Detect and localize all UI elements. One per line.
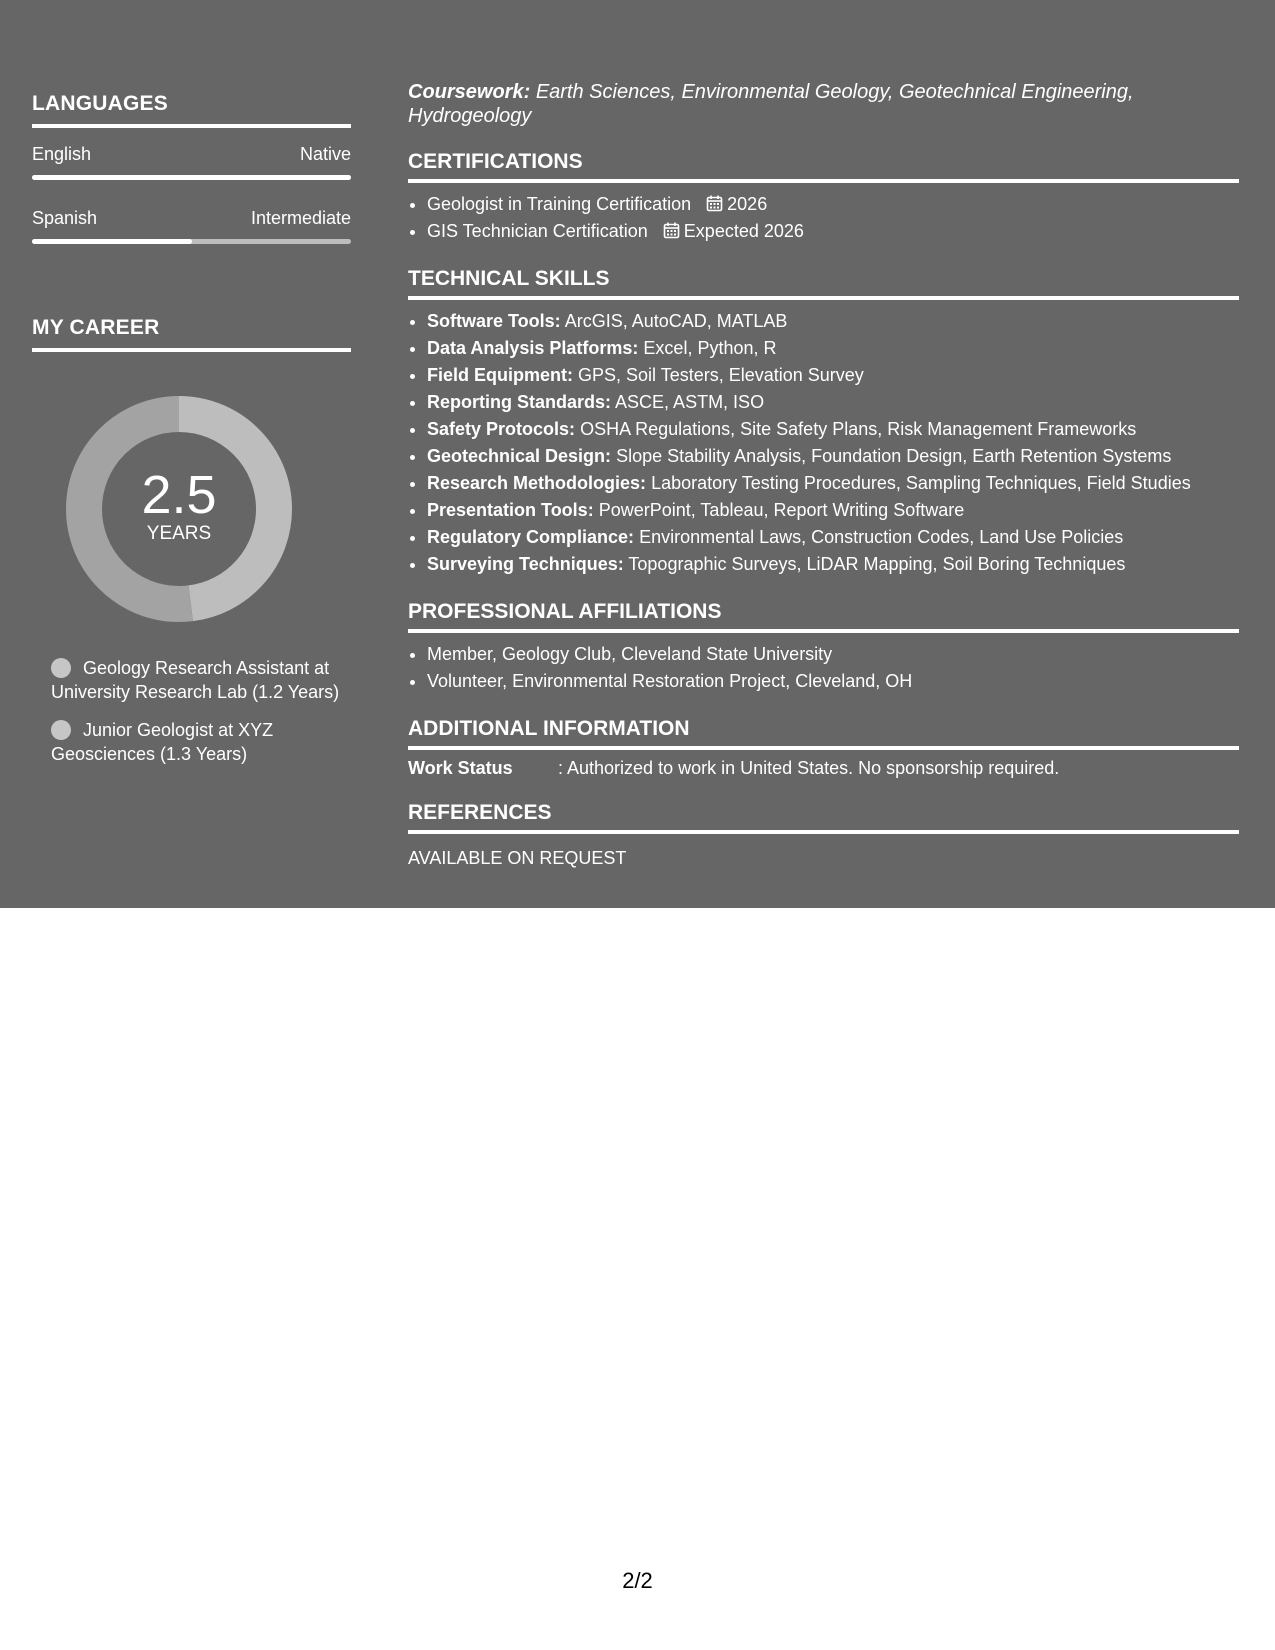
skill-label: Software Tools: (427, 311, 561, 331)
affiliations-heading: PROFESSIONAL AFFILIATIONS (408, 600, 1239, 633)
skill-value: PowerPoint, Tableau, Report Writing Software (598, 500, 965, 520)
certification-date: Expected 2026 (683, 221, 804, 241)
language-name: Spanish (32, 208, 98, 228)
career-heading: MY CAREER (32, 316, 351, 352)
language-proficiency-bar (32, 175, 351, 180)
skill-label: Regulatory Compliance: (427, 527, 635, 547)
skill-item (427, 335, 1239, 362)
language-proficiency-bar (32, 239, 351, 244)
language-level: Intermediate (250, 208, 351, 228)
career-list (32, 656, 351, 766)
skill-label: Data Analysis Platforms: (427, 338, 639, 358)
skill-value: GPS, Soil Testers, Elevation Survey (578, 365, 864, 385)
language-proficiency-fill (32, 239, 192, 244)
references-heading: REFERENCES (408, 801, 1239, 834)
skill-label: Presentation Tools: (427, 500, 594, 520)
coursework (408, 80, 1239, 128)
skill-label: Field Equipment: (427, 365, 573, 385)
work-status-value: : Authorized to work in United States. No sponsorship required. (558, 758, 1060, 778)
certification-name: Geologist in Training Certification (427, 194, 692, 214)
work-status-row (408, 758, 1239, 779)
career-item (51, 718, 351, 766)
page-number: 2/2 (622, 1568, 653, 1593)
skill-item (427, 524, 1239, 551)
language-proficiency-fill (32, 175, 351, 180)
career-total-unit: YEARS (146, 523, 212, 544)
language-level: Native (299, 144, 351, 164)
career-legend-dot (51, 658, 71, 678)
skill-value: ArcGIS, AutoCAD, MATLAB (564, 311, 788, 331)
work-status-label: Work Status (408, 758, 513, 778)
sidebar (32, 92, 351, 780)
language-item (32, 144, 351, 180)
skill-label: Safety Protocols: (427, 419, 576, 439)
language-item (32, 208, 351, 244)
career-item-label: Geology Research Assistant at University Research Lab (1.2 Years) (51, 658, 340, 702)
skill-item (427, 308, 1239, 335)
skill-value: ASCE, ASTM, ISO (615, 392, 765, 412)
language-name: English (32, 144, 92, 164)
skill-label: Reporting Standards: (427, 392, 612, 412)
technical-skills-list (408, 308, 1239, 578)
certifications-list (408, 191, 1239, 245)
certification-name: GIS Technician Certification (427, 221, 648, 241)
career-total (66, 396, 292, 622)
calendar-icon (706, 195, 723, 212)
skill-label: Research Methodologies: (427, 473, 647, 493)
affiliation-item: • Volunteer, Environmental Restoration Project, Cleveland, OH (427, 668, 1239, 695)
skill-item (427, 497, 1239, 524)
coursework-text: Earth Sciences, Environmental Geology, Geotechnical Engineering, Hydrogeology (408, 81, 1134, 127)
career-total-number: 2.5 (141, 465, 217, 525)
references-text: AVAILABLE ON REQUEST (408, 848, 627, 868)
certifications-heading: CERTIFICATIONS (408, 150, 1239, 183)
languages-heading: LANGUAGES (32, 92, 351, 128)
main-content (408, 80, 1239, 869)
career-legend-dot (51, 720, 71, 740)
technical-skills-heading: TECHNICAL SKILLS (408, 267, 1239, 300)
affiliations-list (408, 641, 1239, 695)
skill-value: Topographic Surveys, LiDAR Mapping, Soil Boring Techniques (628, 554, 1126, 574)
skill-value: Excel, Python, R (643, 338, 777, 358)
skill-label: Surveying Techniques: (427, 554, 624, 574)
skill-item (427, 443, 1239, 470)
skill-item (427, 362, 1239, 389)
skill-value: Laboratory Testing Procedures, Sampling Techniques, Field Studies (651, 473, 1191, 493)
skill-value: Environmental Laws, Construction Codes, Land Use Policies (639, 527, 1124, 547)
certification-item (427, 191, 1239, 218)
additional-info-heading: ADDITIONAL INFORMATION (408, 717, 1239, 750)
skill-value: OSHA Regulations, Site Safety Plans, Risk Management Frameworks (580, 419, 1137, 439)
career-item-label: Junior Geologist at XYZ Geosciences (1.3 Years) (51, 720, 274, 764)
affiliation-item: • Member, Geology Club, Cleveland State University (427, 641, 1239, 668)
skill-item (427, 389, 1239, 416)
skill-item (427, 551, 1239, 578)
coursework-label: Coursework: (408, 81, 531, 103)
skill-value: Slope Stability Analysis, Foundation Design, Earth Retention Systems (616, 446, 1172, 466)
certification-item (427, 218, 1239, 245)
career-donut-chart (66, 396, 292, 622)
certification-date: 2026 (727, 194, 768, 214)
skill-item (427, 416, 1239, 443)
career-item (51, 656, 351, 704)
skill-item (427, 470, 1239, 497)
skill-label: Geotechnical Design: (427, 446, 612, 466)
calendar-icon (663, 222, 680, 239)
